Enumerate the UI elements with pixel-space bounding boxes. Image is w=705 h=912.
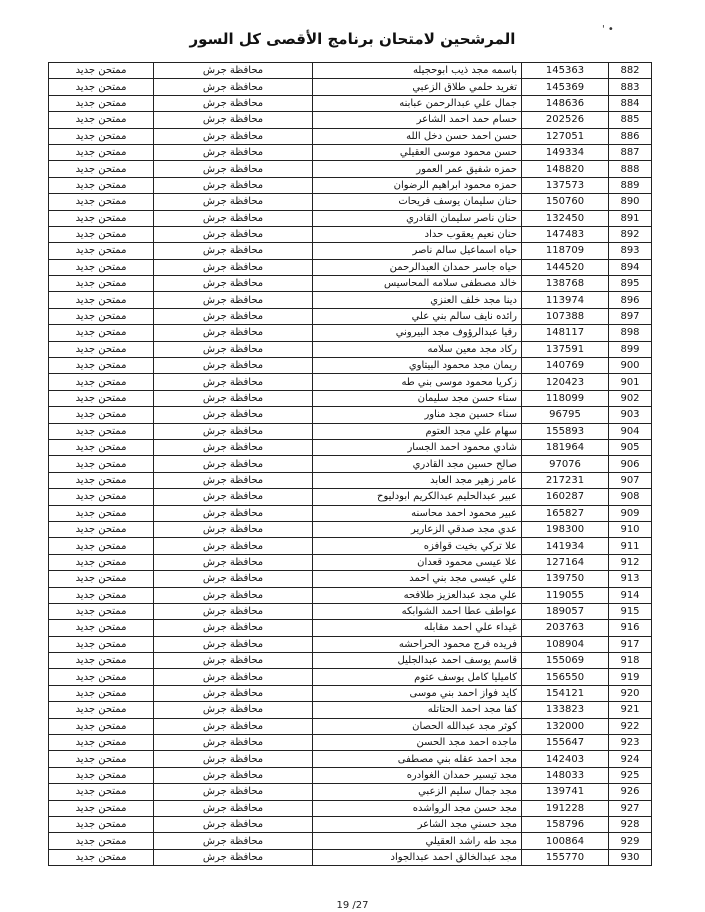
id-cell: 160287 [522, 489, 609, 505]
name-cell: مجد احمد عقله بني مصطفى [313, 751, 522, 767]
governorate-cell: محافظة جرش [154, 521, 313, 537]
governorate-cell: محافظة جرش [154, 194, 313, 210]
table-row [49, 128, 652, 144]
name-cell: حسن احمد حسن دخل الله [313, 128, 522, 144]
name-cell: خالد مصطفى سلامه المحاسيس [313, 276, 522, 292]
table-row [49, 144, 652, 160]
name-cell: سناء حسين مجد مناور [313, 407, 522, 423]
governorate-cell: محافظة جرش [154, 276, 313, 292]
table-row [49, 603, 652, 619]
id-cell: 141934 [522, 538, 609, 554]
name-cell: عدي مجد صدقي الزعارير [313, 521, 522, 537]
seq-cell: 885 [609, 112, 652, 128]
seq-cell: 907 [609, 472, 652, 488]
name-cell: مجد تيسير حمدان الغوادره [313, 767, 522, 783]
seq-cell: 886 [609, 128, 652, 144]
table-row [49, 407, 652, 423]
status-cell: ممتحن جديد [49, 128, 154, 144]
status-cell: ممتحن جديد [49, 407, 154, 423]
governorate-cell: محافظة جرش [154, 63, 313, 79]
table-row [49, 554, 652, 570]
id-cell: 145363 [522, 63, 609, 79]
governorate-cell: محافظة جرش [154, 210, 313, 226]
id-cell: 217231 [522, 472, 609, 488]
id-cell: 113974 [522, 292, 609, 308]
name-cell: مجد حسني مجد الشاعر [313, 816, 522, 832]
id-cell: 108904 [522, 636, 609, 652]
status-cell: ممتحن جديد [49, 144, 154, 160]
seq-cell: 921 [609, 702, 652, 718]
seq-cell: 930 [609, 849, 652, 865]
seq-cell: 923 [609, 735, 652, 751]
seq-cell: 906 [609, 456, 652, 472]
name-cell: رائده نايف سالم بني علي [313, 308, 522, 324]
name-cell: عواطف عطا احمد الشوابكه [313, 603, 522, 619]
id-cell: 137591 [522, 341, 609, 357]
governorate-cell: محافظة جرش [154, 489, 313, 505]
id-cell: 148117 [522, 325, 609, 341]
seq-cell: 927 [609, 800, 652, 816]
id-cell: 148820 [522, 161, 609, 177]
seq-cell: 910 [609, 521, 652, 537]
table-row [49, 292, 652, 308]
id-cell: 203763 [522, 620, 609, 636]
table-row [49, 816, 652, 832]
name-cell: كوثر مجد عبدالله الحصان [313, 718, 522, 734]
name-cell: حياه اسماعيل سالم ناصر [313, 243, 522, 259]
name-cell: سناء حسن مجد سليمان [313, 390, 522, 406]
id-cell: 107388 [522, 308, 609, 324]
governorate-cell: محافظة جرش [154, 685, 313, 701]
table-row [49, 177, 652, 193]
table-row [49, 800, 652, 816]
status-cell: ممتحن جديد [49, 308, 154, 324]
id-cell: 155893 [522, 423, 609, 439]
seq-cell: 894 [609, 259, 652, 275]
name-cell: شادي محمود احمد الجسار [313, 439, 522, 455]
id-cell: 139741 [522, 784, 609, 800]
name-cell: ريمان مجد محمود البيتاوي [313, 358, 522, 374]
governorate-cell: محافظة جرش [154, 128, 313, 144]
status-cell: ممتحن جديد [49, 620, 154, 636]
page-title: المرشحين لامتحان برنامج الأقصى كل السور [189, 30, 516, 48]
id-cell: 142403 [522, 751, 609, 767]
page-number: 19 /27 [336, 900, 369, 911]
table-row [49, 374, 652, 390]
name-cell: علي مجد عبدالعزيز طلافحه [313, 587, 522, 603]
name-cell: جمال علي عبدالرحمن عبابنه [313, 95, 522, 111]
status-cell: ممتحن جديد [49, 521, 154, 537]
seq-cell: 896 [609, 292, 652, 308]
governorate-cell: محافظة جرش [154, 784, 313, 800]
table-row [49, 456, 652, 472]
table-row [49, 784, 652, 800]
status-cell: ممتحن جديد [49, 554, 154, 570]
id-cell: 120423 [522, 374, 609, 390]
status-cell: ممتحن جديد [49, 226, 154, 242]
governorate-cell: محافظة جرش [154, 735, 313, 751]
governorate-cell: محافظة جرش [154, 341, 313, 357]
id-cell: 181964 [522, 439, 609, 455]
seq-cell: 920 [609, 685, 652, 701]
id-cell: 96795 [522, 407, 609, 423]
name-cell: مجد عبدالخالق احمد عبدالجواد [313, 849, 522, 865]
name-cell: كفا مجد احمد الحتاتله [313, 702, 522, 718]
status-cell: ممتحن جديد [49, 439, 154, 455]
governorate-cell: محافظة جرش [154, 161, 313, 177]
governorate-cell: محافظة جرش [154, 259, 313, 275]
seq-cell: 925 [609, 767, 652, 783]
id-cell: 148033 [522, 767, 609, 783]
seq-cell: 914 [609, 587, 652, 603]
status-cell: ممتحن جديد [49, 636, 154, 652]
name-cell: علا عيسى محمود قعدان [313, 554, 522, 570]
name-cell: زكريا محمود موسى بني طه [313, 374, 522, 390]
id-cell: 97076 [522, 456, 609, 472]
seq-cell: 897 [609, 308, 652, 324]
seq-cell: 917 [609, 636, 652, 652]
status-cell: ممتحن جديد [49, 685, 154, 701]
id-cell: 150760 [522, 194, 609, 210]
governorate-cell: محافظة جرش [154, 79, 313, 95]
status-cell: ممتحن جديد [49, 112, 154, 128]
name-cell: غيداء علي احمد مقابله [313, 620, 522, 636]
id-cell: 155647 [522, 735, 609, 751]
name-cell: فريده فرج محمود الحراحشه [313, 636, 522, 652]
governorate-cell: محافظة جرش [154, 374, 313, 390]
governorate-cell: محافظة جرش [154, 505, 313, 521]
id-cell: 154121 [522, 685, 609, 701]
status-cell: ممتحن جديد [49, 276, 154, 292]
governorate-cell: محافظة جرش [154, 702, 313, 718]
governorate-cell: محافظة جرش [154, 554, 313, 570]
id-cell: 155770 [522, 849, 609, 865]
seq-cell: 891 [609, 210, 652, 226]
id-cell: 139750 [522, 571, 609, 587]
table-row [49, 226, 652, 242]
status-cell: ممتحن جديد [49, 292, 154, 308]
id-cell: 140769 [522, 358, 609, 374]
table-row [49, 653, 652, 669]
table-row [49, 685, 652, 701]
name-cell: حنان سليمان يوسف فريحات [313, 194, 522, 210]
status-cell: ممتحن جديد [49, 538, 154, 554]
id-cell: 144520 [522, 259, 609, 275]
seq-cell: 913 [609, 571, 652, 587]
table-row [49, 735, 652, 751]
id-cell: 137573 [522, 177, 609, 193]
governorate-cell: محافظة جرش [154, 718, 313, 734]
id-cell: 127051 [522, 128, 609, 144]
table-row [49, 849, 652, 865]
name-cell: سهام علي مجد العتوم [313, 423, 522, 439]
status-cell: ممتحن جديد [49, 63, 154, 79]
status-cell: ممتحن جديد [49, 767, 154, 783]
status-cell: ممتحن جديد [49, 456, 154, 472]
governorate-cell: محافظة جرش [154, 243, 313, 259]
name-cell: حمزه شفيق عمر العمور [313, 161, 522, 177]
governorate-cell: محافظة جرش [154, 833, 313, 849]
id-cell: 198300 [522, 521, 609, 537]
seq-cell: 892 [609, 226, 652, 242]
id-cell: 202526 [522, 112, 609, 128]
status-cell: ممتحن جديد [49, 79, 154, 95]
seq-cell: 890 [609, 194, 652, 210]
status-cell: ممتحن جديد [49, 489, 154, 505]
id-cell: 132450 [522, 210, 609, 226]
seq-cell: 887 [609, 144, 652, 160]
id-cell: 165827 [522, 505, 609, 521]
governorate-cell: محافظة جرش [154, 816, 313, 832]
governorate-cell: محافظة جرش [154, 112, 313, 128]
table-row [49, 358, 652, 374]
id-cell: 138768 [522, 276, 609, 292]
status-cell: ممتحن جديد [49, 849, 154, 865]
governorate-cell: محافظة جرش [154, 669, 313, 685]
governorate-cell: محافظة جرش [154, 407, 313, 423]
seq-cell: 889 [609, 177, 652, 193]
governorate-cell: محافظة جرش [154, 423, 313, 439]
governorate-cell: محافظة جرش [154, 358, 313, 374]
seq-cell: 916 [609, 620, 652, 636]
governorate-cell: محافظة جرش [154, 95, 313, 111]
status-cell: ممتحن جديد [49, 259, 154, 275]
table-row [49, 63, 652, 79]
status-cell: ممتحن جديد [49, 374, 154, 390]
status-cell: ممتحن جديد [49, 161, 154, 177]
seq-cell: 888 [609, 161, 652, 177]
table-row [49, 505, 652, 521]
table-row [49, 112, 652, 128]
status-cell: ممتحن جديد [49, 718, 154, 734]
governorate-cell: محافظة جرش [154, 472, 313, 488]
seq-cell: 904 [609, 423, 652, 439]
id-cell: 149334 [522, 144, 609, 160]
id-cell: 119055 [522, 587, 609, 603]
status-cell: ممتحن جديد [49, 603, 154, 619]
seq-cell: 883 [609, 79, 652, 95]
table-row [49, 521, 652, 537]
seq-cell: 899 [609, 341, 652, 357]
seq-cell: 903 [609, 407, 652, 423]
seq-cell: 893 [609, 243, 652, 259]
status-cell: ممتحن جديد [49, 669, 154, 685]
name-cell: كايد فواز احمد بني موسى [313, 685, 522, 701]
table-row [49, 194, 652, 210]
seq-cell: 909 [609, 505, 652, 521]
id-cell: 158796 [522, 816, 609, 832]
id-cell: 155069 [522, 653, 609, 669]
table-row [49, 79, 652, 95]
governorate-cell: محافظة جرش [154, 390, 313, 406]
status-cell: ممتحن جديد [49, 816, 154, 832]
governorate-cell: محافظة جرش [154, 571, 313, 587]
seq-cell: 919 [609, 669, 652, 685]
status-cell: ممتحن جديد [49, 472, 154, 488]
id-cell: 189057 [522, 603, 609, 619]
table-row [49, 243, 652, 259]
name-cell: رقيا عبدالرؤوف مجد البيروني [313, 325, 522, 341]
governorate-cell: محافظة جرش [154, 308, 313, 324]
table-row [49, 767, 652, 783]
status-cell: ممتحن جديد [49, 653, 154, 669]
table-row [49, 423, 652, 439]
governorate-cell: محافظة جرش [154, 439, 313, 455]
seq-cell: 912 [609, 554, 652, 570]
id-cell: 118099 [522, 390, 609, 406]
name-cell: حسن محمود موسى العقيلي [313, 144, 522, 160]
name-cell: تغريد حلمي طلاق الزعبي [313, 79, 522, 95]
table-row [49, 325, 652, 341]
governorate-cell: محافظة جرش [154, 226, 313, 242]
name-cell: صالح حسين مجد القادري [313, 456, 522, 472]
name-cell: حمزه محمود ابراهيم الرضوان [313, 177, 522, 193]
table-row [49, 571, 652, 587]
name-cell: باسمه مجد ذيب ابوحجيله [313, 63, 522, 79]
seq-cell: 928 [609, 816, 652, 832]
seq-cell: 882 [609, 63, 652, 79]
name-cell: قاسم يوسف احمد عبدالجليل [313, 653, 522, 669]
id-cell: 156550 [522, 669, 609, 685]
governorate-cell: محافظة جرش [154, 653, 313, 669]
id-cell: 100864 [522, 833, 609, 849]
status-cell: ممتحن جديد [49, 243, 154, 259]
seq-cell: 915 [609, 603, 652, 619]
seq-cell: 900 [609, 358, 652, 374]
name-cell: مجد جمال سليم الزعبي [313, 784, 522, 800]
table-row [49, 702, 652, 718]
table-row [49, 259, 652, 275]
seq-cell: 908 [609, 489, 652, 505]
governorate-cell: محافظة جرش [154, 325, 313, 341]
seq-cell: 895 [609, 276, 652, 292]
status-cell: ممتحن جديد [49, 194, 154, 210]
name-cell: حنان ناصر سليمان القادري [313, 210, 522, 226]
governorate-cell: محافظة جرش [154, 849, 313, 865]
id-cell: 132000 [522, 718, 609, 734]
seq-cell: 898 [609, 325, 652, 341]
status-cell: ممتحن جديد [49, 423, 154, 439]
table-row [49, 669, 652, 685]
status-cell: ممتحن جديد [49, 177, 154, 193]
status-cell: ممتحن جديد [49, 784, 154, 800]
table-row [49, 210, 652, 226]
id-cell: 147483 [522, 226, 609, 242]
table-row [49, 472, 652, 488]
status-cell: ممتحن جديد [49, 751, 154, 767]
governorate-cell: محافظة جرش [154, 767, 313, 783]
table-row [49, 636, 652, 652]
governorate-cell: محافظة جرش [154, 144, 313, 160]
seq-cell: 922 [609, 718, 652, 734]
status-cell: ممتحن جديد [49, 341, 154, 357]
id-cell: 118709 [522, 243, 609, 259]
id-cell: 133823 [522, 702, 609, 718]
candidates-table [48, 62, 652, 866]
name-cell: عبير محمود احمد محاسنه [313, 505, 522, 521]
corner-mark: ' • [602, 24, 614, 35]
seq-cell: 902 [609, 390, 652, 406]
table-row [49, 538, 652, 554]
status-cell: ممتحن جديد [49, 390, 154, 406]
table-row [49, 489, 652, 505]
table-row [49, 751, 652, 767]
table-row [49, 620, 652, 636]
governorate-cell: محافظة جرش [154, 751, 313, 767]
table-row [49, 390, 652, 406]
status-cell: ممتحن جديد [49, 358, 154, 374]
governorate-cell: محافظة جرش [154, 538, 313, 554]
table-row [49, 95, 652, 111]
table-row [49, 439, 652, 455]
table-row [49, 341, 652, 357]
name-cell: دينا مجد خلف العنزي [313, 292, 522, 308]
seq-cell: 918 [609, 653, 652, 669]
name-cell: ماجده احمد مجد الحسن [313, 735, 522, 751]
id-cell: 127164 [522, 554, 609, 570]
id-cell: 145369 [522, 79, 609, 95]
table-row [49, 587, 652, 603]
name-cell: كاميليا كامل يوسف عتوم [313, 669, 522, 685]
name-cell: مجد طه راشد العقيلي [313, 833, 522, 849]
seq-cell: 924 [609, 751, 652, 767]
name-cell: حسام حمد احمد الشاعر [313, 112, 522, 128]
name-cell: عبير عبدالحليم عبدالكريم ابودليوح [313, 489, 522, 505]
seq-cell: 911 [609, 538, 652, 554]
table-row [49, 833, 652, 849]
status-cell: ممتحن جديد [49, 702, 154, 718]
name-cell: مجد حسن مجد الرواشده [313, 800, 522, 816]
governorate-cell: محافظة جرش [154, 177, 313, 193]
governorate-cell: محافظة جرش [154, 603, 313, 619]
name-cell: حنان نعيم يعقوب حداد [313, 226, 522, 242]
status-cell: ممتحن جديد [49, 210, 154, 226]
seq-cell: 905 [609, 439, 652, 455]
status-cell: ممتحن جديد [49, 325, 154, 341]
governorate-cell: محافظة جرش [154, 292, 313, 308]
name-cell: ركاد مجد معين سلامه [313, 341, 522, 357]
seq-cell: 901 [609, 374, 652, 390]
governorate-cell: محافظة جرش [154, 620, 313, 636]
status-cell: ممتحن جديد [49, 571, 154, 587]
name-cell: علا تركي بخيت قوافزه [313, 538, 522, 554]
governorate-cell: محافظة جرش [154, 456, 313, 472]
governorate-cell: محافظة جرش [154, 587, 313, 603]
status-cell: ممتحن جديد [49, 833, 154, 849]
seq-cell: 926 [609, 784, 652, 800]
status-cell: ممتحن جديد [49, 505, 154, 521]
table-row [49, 308, 652, 324]
status-cell: ممتحن جديد [49, 800, 154, 816]
id-cell: 148636 [522, 95, 609, 111]
governorate-cell: محافظة جرش [154, 636, 313, 652]
table-row [49, 276, 652, 292]
name-cell: عامر زهير مجد العابد [313, 472, 522, 488]
seq-cell: 929 [609, 833, 652, 849]
status-cell: ممتحن جديد [49, 735, 154, 751]
name-cell: حياه جاسر حمدان العبدالرحمن [313, 259, 522, 275]
table-row [49, 161, 652, 177]
name-cell: علي عيسى مجد بني احمد [313, 571, 522, 587]
status-cell: ممتحن جديد [49, 587, 154, 603]
seq-cell: 884 [609, 95, 652, 111]
table-row [49, 718, 652, 734]
governorate-cell: محافظة جرش [154, 800, 313, 816]
id-cell: 191228 [522, 800, 609, 816]
status-cell: ممتحن جديد [49, 95, 154, 111]
